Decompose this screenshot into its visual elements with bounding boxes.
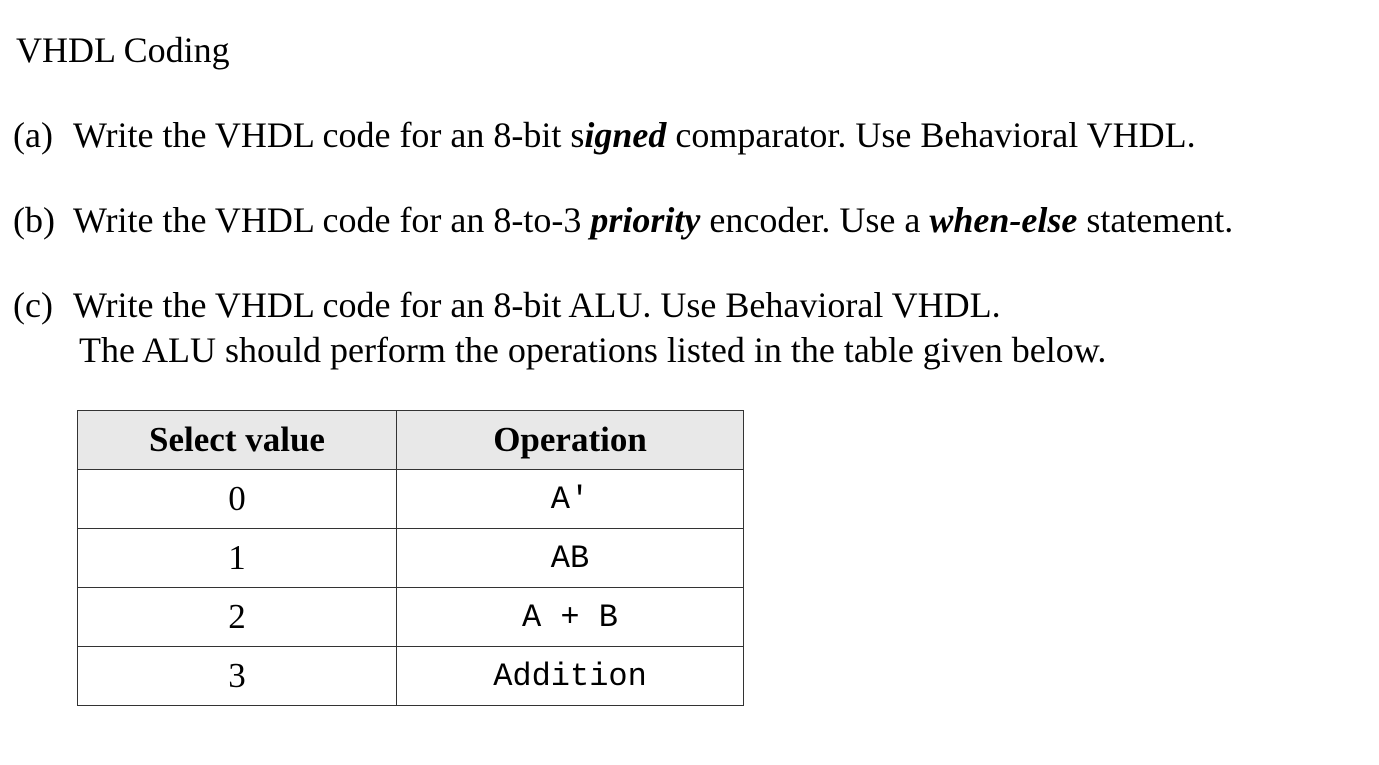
operation-cell: A′: [397, 470, 744, 529]
question-c-label: (c): [13, 285, 53, 325]
header-operation: Operation: [397, 411, 744, 470]
question-a: [13, 115, 1196, 155]
question-b-text-before: Write the VHDL code for an 8-to-3: [73, 200, 591, 240]
question-b: [13, 200, 1233, 240]
operation-cell: A + B: [397, 588, 744, 647]
select-value-cell: 1: [78, 529, 397, 588]
operation-cell: Addition: [397, 647, 744, 706]
table-row: [78, 529, 744, 588]
select-value-cell: 2: [78, 588, 397, 647]
operations-table: [77, 410, 744, 706]
question-c-line2: The ALU should perform the operations listed in the table given below.: [79, 330, 1107, 370]
table-header-row: [78, 411, 744, 470]
question-c: [13, 285, 1001, 325]
question-a-text-before: Write the VHDL code for an 8-bit s: [73, 115, 585, 155]
question-b-text-after: statement.: [1077, 200, 1234, 240]
question-a-text-after: comparator. Use Behavioral VHDL.: [666, 115, 1196, 155]
page-title: VHDL Coding: [16, 30, 230, 70]
question-c-line1: Write the VHDL code for an 8-bit ALU. Use Behavioral VHDL.: [73, 285, 1001, 325]
select-value-cell: 3: [78, 647, 397, 706]
table-row: [78, 470, 744, 529]
question-a-emphasis: igned: [584, 115, 667, 155]
question-b-emphasis-priority: priority: [590, 200, 701, 240]
question-a-label: (a): [13, 115, 53, 155]
question-b-text-middle: encoder. Use a: [700, 200, 930, 240]
question-b-label: (b): [13, 200, 55, 240]
header-select-value: Select value: [78, 411, 397, 470]
question-b-emphasis-when-else: when-else: [929, 200, 1078, 240]
table-row: [78, 588, 744, 647]
select-value-cell: 0: [78, 470, 397, 529]
table-row: [78, 647, 744, 706]
operation-cell: AB: [397, 529, 744, 588]
